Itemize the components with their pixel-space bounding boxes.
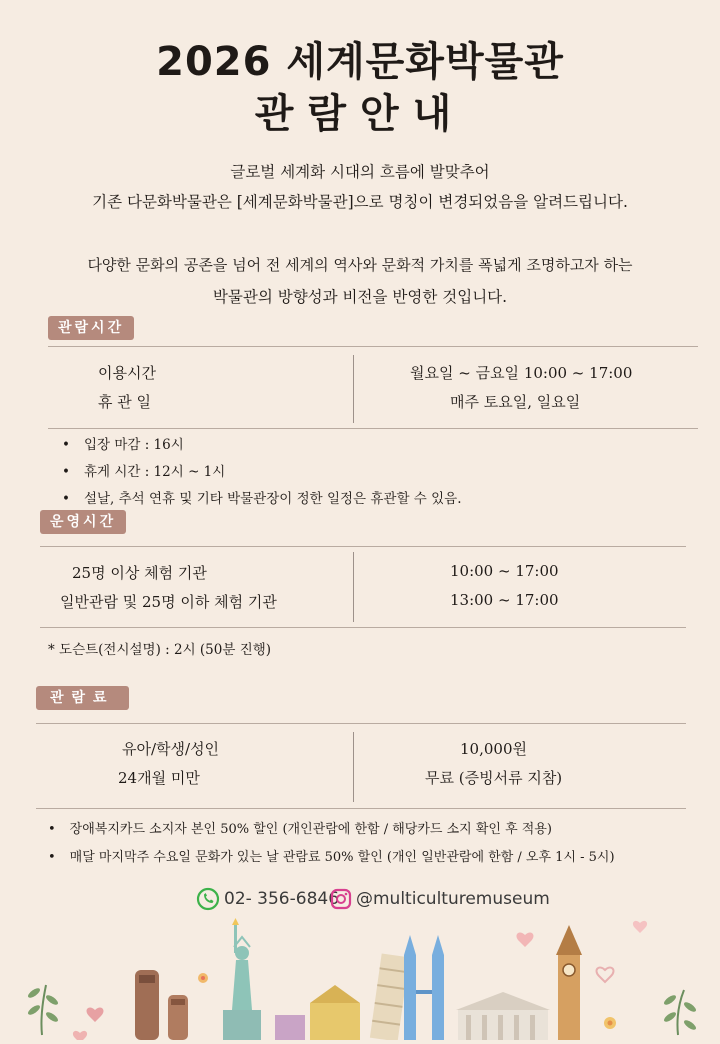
docent-note: * 도슨트(전시설명) : 2시 (50분 진행) (48, 642, 272, 658)
viewing-hours-note-3: • 설날, 추석 연휴 및 기타 박물관장이 정한 일정은 휴관할 수 있음. (62, 487, 462, 507)
intro-line-4: 박물관의 방향성과 비전을 반영한 것입니다. (212, 288, 508, 306)
divider (40, 627, 686, 628)
phone-number[interactable]: 02- 356-6846 (224, 889, 340, 909)
page-title: 2026 세계문화박물관 (156, 39, 564, 85)
divider (36, 808, 686, 809)
moai-icon (135, 970, 188, 1040)
divider (40, 546, 686, 547)
fee-label-2: 24개월 미만 (118, 769, 200, 787)
instagram-handle[interactable]: @multiculturemuseum (356, 889, 550, 909)
section-heading-viewing-hours: 관람시간 (48, 316, 134, 340)
operating-hours-value-2: 13:00 ~ 17:00 (450, 591, 559, 609)
fee-value-2: 무료 (증빙서류 지참) (425, 769, 563, 787)
building (456, 992, 550, 1040)
viewing-hours-label-2: 휴 관 일 (98, 393, 152, 411)
fee-label-1: 유아/학생/성인 (122, 740, 220, 758)
fee-note-2: • 매달 마지막주 수요일 문화가 있는 날 관람료 50% 할인 (개인 일반관람에 한함 / 오후 1시 - 5시) (48, 846, 615, 865)
intro-line-3: 다양한 문화의 공존을 넘어 전 세계의 역사와 문화적 가치를 폭넓게 조명하고자 하는 (87, 256, 633, 274)
operating-hours-label-1: 25명 이상 체험 기관 (72, 564, 207, 582)
viewing-hours-note-1: • 입장 마감 : 16시 (62, 433, 184, 453)
divider (48, 346, 698, 347)
leaf-icon (663, 990, 698, 1035)
leaf-icon (27, 985, 60, 1035)
big-ben-icon (556, 925, 582, 1040)
petronas-towers-icon (404, 935, 444, 1040)
viewing-hours-label-1: 이용시간 (98, 364, 156, 382)
viewing-hours-value-2: 매주 토요일, 일요일 (450, 393, 581, 411)
intro-line-2: 기존 다문화박물관은 [세계문화박물관]으로 명칭이 변경되었음을 알려드립니다. (92, 193, 628, 211)
statue-of-liberty-icon (223, 918, 261, 1040)
fee-note-1: • 장애복지카드 소지자 본인 50% 할인 (개인관람에 한함 / 해당카드 소지 확인 후 적용) (48, 818, 552, 837)
viewing-hours-note-2: • 휴게 시간 : 12시 ~ 1시 (62, 460, 225, 480)
operating-hours-value-1: 10:00 ~ 17:00 (450, 562, 559, 580)
phone-icon (196, 887, 220, 911)
leaning-tower-icon (370, 953, 410, 1040)
column-divider (353, 355, 354, 423)
instagram-icon (330, 888, 352, 910)
page-subtitle: 관람안내 (254, 91, 466, 137)
operating-hours-label-2: 일반관람 및 25명 이하 체험 기관 (60, 593, 277, 611)
divider (48, 428, 698, 429)
divider (36, 723, 686, 724)
column-divider (353, 552, 354, 622)
fee-value-1: 10,000원 (460, 740, 527, 758)
intro-line-1: 글로벌 세계화 시대의 흐름에 발맞추어 (230, 163, 490, 181)
column-divider (353, 732, 354, 802)
building (310, 1003, 360, 1040)
building (275, 1015, 305, 1040)
section-heading-operating-hours: 운영시간 (40, 510, 126, 534)
section-heading-fees: 관람료 (36, 686, 129, 710)
viewing-hours-value-1: 월요일 ~ 금요일 10:00 ~ 17:00 (410, 364, 633, 382)
landmarks-illustration (0, 915, 720, 1040)
